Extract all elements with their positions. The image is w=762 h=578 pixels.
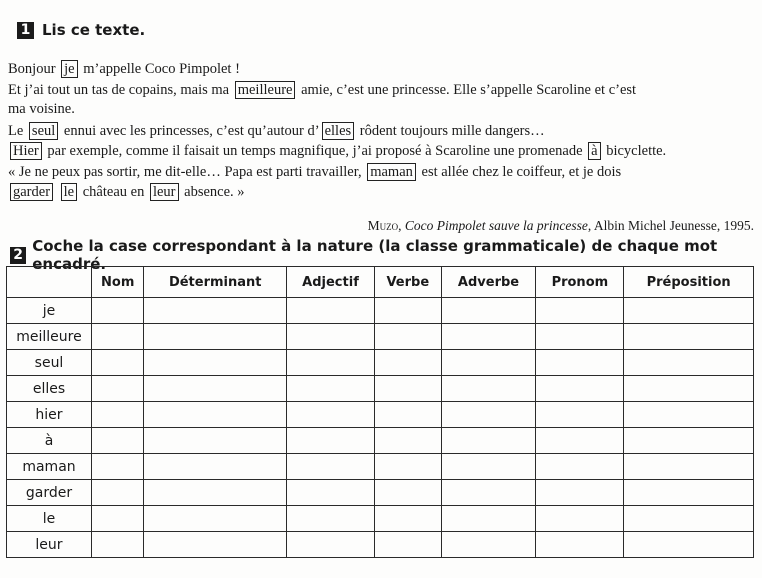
exercise-2-number: 2 <box>10 247 26 264</box>
text-line <box>8 142 666 160</box>
checkbox-cell[interactable] <box>92 298 144 324</box>
column-header: Adjectif <box>287 267 375 298</box>
text-line <box>8 183 245 201</box>
column-header: Préposition <box>624 267 754 298</box>
boxed-word: garder <box>10 183 53 201</box>
checkbox-cell[interactable] <box>536 454 624 480</box>
table-row <box>7 402 754 428</box>
boxed-word: maman <box>367 163 416 181</box>
word-cell: garder <box>7 480 92 506</box>
text-run: absence. » <box>180 184 245 200</box>
text-run: rôdent toujours mille dangers… <box>356 122 545 139</box>
boxed-word: je <box>61 60 77 78</box>
boxed-word: à <box>588 142 600 160</box>
checkbox-cell[interactable] <box>92 324 144 350</box>
exercise-2-title: Coche la case correspondant à la nature (la classe grammaticale) de chaque mot encadré. <box>32 237 718 273</box>
word-cell: à <box>7 428 92 454</box>
text-run: château en <box>79 184 148 200</box>
checkbox-cell[interactable] <box>441 402 536 428</box>
text-run: Le <box>8 122 27 139</box>
checkbox-cell[interactable] <box>536 428 624 454</box>
checkbox-cell[interactable] <box>144 298 287 324</box>
checkbox-cell[interactable] <box>144 454 287 480</box>
checkbox-cell[interactable] <box>624 532 754 558</box>
checkbox-cell[interactable] <box>287 428 375 454</box>
checkbox-cell[interactable] <box>441 428 536 454</box>
source-publisher: , Albin Michel Jeunesse, 1995. <box>587 218 754 233</box>
checkbox-cell[interactable] <box>287 298 375 324</box>
checkbox-cell[interactable] <box>92 428 144 454</box>
table-row <box>7 506 754 532</box>
checkbox-cell[interactable] <box>287 324 375 350</box>
text-run: par exemple, comme il faisait un temps magnifique, j’ai proposé à Scaroline une promenade <box>43 143 587 159</box>
text-source: Muzo, Coco Pimpolet sauve la princesse, Albin Michel Jeunesse, 1995. <box>367 218 754 233</box>
column-header: Adverbe <box>441 267 536 298</box>
checkbox-cell[interactable] <box>374 428 441 454</box>
column-header: Nom <box>92 267 144 298</box>
checkbox-cell[interactable] <box>441 454 536 480</box>
checkbox-cell[interactable] <box>287 506 375 532</box>
checkbox-cell[interactable] <box>144 376 287 402</box>
table-row <box>7 532 754 558</box>
word-cell: hier <box>7 402 92 428</box>
word-cell: maman <box>7 454 92 480</box>
checkbox-cell[interactable] <box>287 454 375 480</box>
boxed-word: Hier <box>10 142 42 160</box>
checkbox-cell[interactable] <box>144 428 287 454</box>
checkbox-cell[interactable] <box>287 480 375 506</box>
text-line <box>8 163 621 181</box>
text-run: bicyclette. <box>602 143 667 159</box>
checkbox-cell[interactable] <box>374 532 441 558</box>
checkbox-cell[interactable] <box>374 376 441 402</box>
checkbox-cell[interactable] <box>441 350 536 376</box>
exercise-1-number: 1 <box>17 22 34 39</box>
checkbox-cell[interactable] <box>374 402 441 428</box>
boxed-word: elles <box>322 122 355 140</box>
text-run: Bonjour <box>8 61 60 77</box>
word-cell: elles <box>7 376 92 402</box>
text-run: « Je ne peux pas sortir, me dit-elle… Papa est parti travailler, <box>8 163 366 180</box>
checkbox-cell[interactable] <box>536 376 624 402</box>
checkbox-cell[interactable] <box>441 376 536 402</box>
table-row <box>7 350 754 376</box>
exercise-1-heading <box>17 21 145 39</box>
checkbox-cell[interactable] <box>374 298 441 324</box>
checkbox-cell[interactable] <box>624 480 754 506</box>
text-run <box>55 184 59 200</box>
checkbox-cell[interactable] <box>374 324 441 350</box>
checkbox-cell[interactable] <box>92 454 144 480</box>
text-line <box>8 81 636 99</box>
checkbox-cell[interactable] <box>441 532 536 558</box>
checkbox-cell[interactable] <box>536 480 624 506</box>
boxed-word: le <box>61 183 77 201</box>
boxed-word: seul <box>29 122 58 140</box>
checkbox-cell[interactable] <box>92 350 144 376</box>
checkbox-cell[interactable] <box>624 428 754 454</box>
checkbox-cell[interactable] <box>144 350 287 376</box>
table-row <box>7 428 754 454</box>
word-cell: leur <box>7 532 92 558</box>
text-line <box>8 60 240 78</box>
table-row <box>7 376 754 402</box>
checkbox-cell[interactable] <box>144 324 287 350</box>
text-line <box>8 101 75 118</box>
checkbox-cell[interactable] <box>624 324 754 350</box>
column-header: Déterminant <box>144 267 287 298</box>
word-cell: je <box>7 298 92 324</box>
checkbox-cell[interactable] <box>536 350 624 376</box>
checkbox-cell[interactable] <box>536 506 624 532</box>
boxed-word: leur <box>150 183 179 201</box>
checkbox-cell[interactable] <box>92 532 144 558</box>
table-row <box>7 324 754 350</box>
checkbox-cell[interactable] <box>374 454 441 480</box>
checkbox-cell[interactable] <box>92 402 144 428</box>
checkbox-cell[interactable] <box>624 506 754 532</box>
checkbox-cell[interactable] <box>536 402 624 428</box>
text-run: amie, c’est une princesse. Elle s’appelle Scaroline et c’est <box>297 81 637 98</box>
checkbox-cell[interactable] <box>92 480 144 506</box>
checkbox-cell[interactable] <box>287 402 375 428</box>
checkbox-cell[interactable] <box>287 532 375 558</box>
checkbox-cell[interactable] <box>624 350 754 376</box>
checkbox-cell[interactable] <box>624 402 754 428</box>
text-run: m’appelle Coco Pimpolet ! <box>79 61 240 77</box>
column-header: Verbe <box>374 267 441 298</box>
checkbox-cell[interactable] <box>287 376 375 402</box>
checkbox-cell[interactable] <box>441 480 536 506</box>
table-row <box>7 454 754 480</box>
column-header: Pronom <box>536 267 624 298</box>
header-corner-cell <box>7 267 92 298</box>
checkbox-cell[interactable] <box>624 454 754 480</box>
text-run: ennui avec les princesses, c’est qu’autour d’ <box>60 122 320 139</box>
checkbox-cell[interactable] <box>144 480 287 506</box>
checkbox-cell[interactable] <box>374 350 441 376</box>
exercise-1-title: Lis ce texte. <box>42 21 146 39</box>
table-row <box>7 298 754 324</box>
checkbox-cell[interactable] <box>287 350 375 376</box>
checkbox-cell[interactable] <box>374 506 441 532</box>
checkbox-cell[interactable] <box>624 298 754 324</box>
grammar-table <box>6 266 754 558</box>
table-header-row <box>7 267 754 298</box>
text-run: est allée chez le coiffeur, et je dois <box>417 163 622 180</box>
checkbox-cell[interactable] <box>92 376 144 402</box>
checkbox-cell[interactable] <box>536 298 624 324</box>
text-line <box>8 122 545 140</box>
boxed-word: meilleure <box>235 81 296 99</box>
checkbox-cell[interactable] <box>144 402 287 428</box>
checkbox-cell[interactable] <box>536 532 624 558</box>
checkbox-cell[interactable] <box>374 480 441 506</box>
checkbox-cell[interactable] <box>624 376 754 402</box>
table-row <box>7 480 754 506</box>
word-cell: seul <box>7 350 92 376</box>
checkbox-cell[interactable] <box>441 324 536 350</box>
word-cell: meilleure <box>7 324 92 350</box>
checkbox-cell[interactable] <box>441 506 536 532</box>
checkbox-cell[interactable] <box>536 324 624 350</box>
text-run: ma voisine. <box>8 101 75 117</box>
text-run: Et j’ai tout un tas de copains, mais ma <box>8 81 233 98</box>
checkbox-cell[interactable] <box>92 506 144 532</box>
checkbox-cell[interactable] <box>144 532 287 558</box>
checkbox-cell[interactable] <box>441 298 536 324</box>
checkbox-cell[interactable] <box>144 506 287 532</box>
source-author: Muzo <box>367 218 399 233</box>
word-cell: le <box>7 506 92 532</box>
source-title: Coco Pimpolet sauve la princesse <box>404 218 588 233</box>
